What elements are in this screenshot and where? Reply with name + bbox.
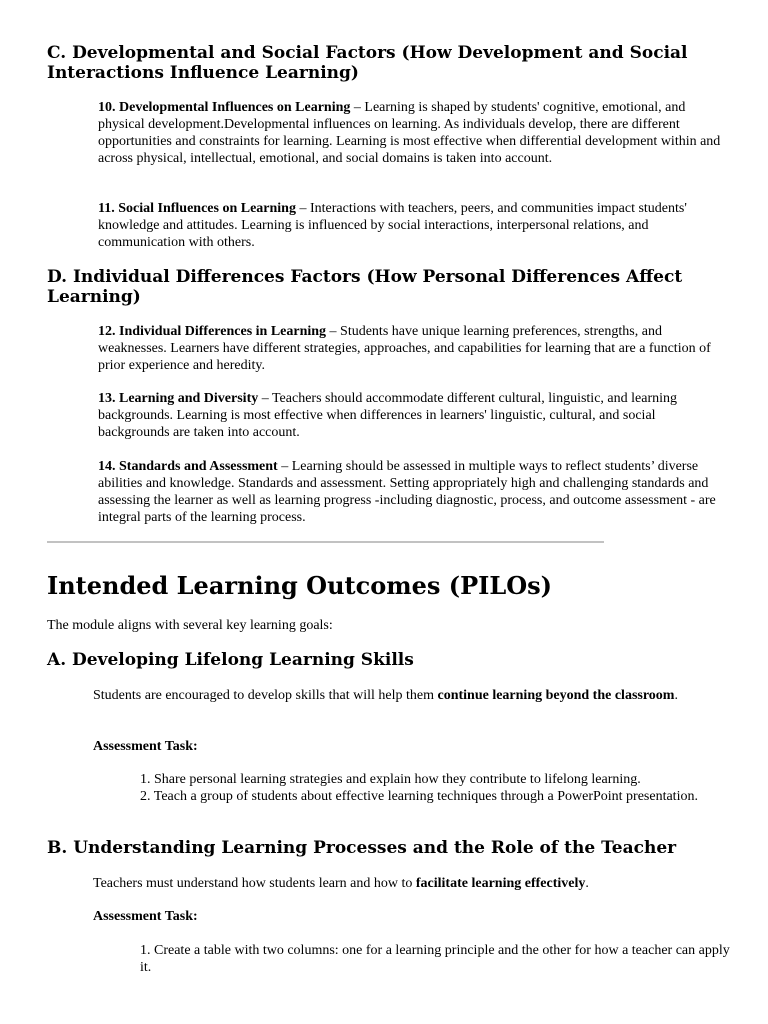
- principle-11: [98, 200, 728, 251]
- outcome-a-tasks: [140, 771, 730, 805]
- principle-12-text: – Students have unique learning preferences, strengths, and weaknesses. Learners have different strategies, approaches, and capabilities for learning that are a function of prior experience and heredity.: [98, 324, 711, 373]
- outcomes-intro: The module aligns with several key learning goals:: [47, 618, 333, 633]
- principle-12: [98, 323, 728, 374]
- horizontal-divider: [47, 541, 604, 543]
- outcome-b-description: [93, 875, 723, 892]
- principle-14-text: – Learning should be assessed in multiple ways to reflect students’ diverse abilities and knowledge. Standards and assessment. Setting appropriately high and challenging standards and assessing the learner as well as learning progress -including diagnostic, process, and outcome assessment - are integral parts of the learning process.: [98, 459, 716, 525]
- principle-13: [98, 390, 728, 441]
- outcome-a-desc-post: .: [674, 688, 678, 703]
- outcome-a-desc-bold: continue learning beyond the classroom: [437, 688, 675, 703]
- outcome-a-task-1: 1. Share personal learning strategies and explain how they contribute to lifelong learning.: [140, 772, 641, 787]
- principle-11-title: 11. Social Influences on Learning: [98, 201, 296, 216]
- outcome-b-task-1: 1. Create a table with two columns: one for a learning principle and the other for how a teacher can apply it.: [140, 943, 730, 975]
- outcome-a-task-label: [93, 738, 723, 755]
- outcome-b-heading: B. Understanding Learning Processes and the Role of the Teacher: [47, 838, 677, 858]
- principle-11-text: – Interactions with teachers, peers, and communities impact students' knowledge and attitudes. Learning is influenced by social interactions, interpersonal relations, and communication with others.: [98, 201, 687, 250]
- outcome-a-description: [93, 687, 723, 704]
- outcome-a-task-2: 2. Teach a group of students about effective learning techniques through a PowerPoint presentation.: [140, 789, 698, 804]
- outcome-a-task-label-text: Assessment Task:: [93, 739, 198, 754]
- outcome-b-task-label: [93, 908, 723, 925]
- section-d-heading: [47, 267, 682, 307]
- section-c-heading: [47, 43, 688, 83]
- principle-13-text: – Teachers should accommodate different cultural, linguistic, and learning backgrounds. Learning is most effective when differences in learners' linguistic, cultural, and social backgrounds are taken into account.: [98, 391, 677, 440]
- outcome-b-task-label-text: Assessment Task:: [93, 909, 198, 924]
- section-d-heading-line1: D. Individual Differences Factors (How Personal Differences Affect: [47, 267, 683, 287]
- outcome-a-heading: A. Developing Lifelong Learning Skills: [47, 650, 414, 670]
- principle-10: [98, 99, 728, 167]
- principle-10-title: 10. Developmental Influences on Learning: [98, 100, 351, 115]
- principle-13-title: 13. Learning and Diversity: [98, 391, 259, 406]
- section-d-heading-line2: Learning): [47, 287, 141, 307]
- outcome-b-desc-post: .: [585, 876, 589, 891]
- section-c-heading-line1: C. Developmental and Social Factors (How Development and Social: [47, 43, 688, 63]
- principle-12-title: 12. Individual Differences in Learning: [98, 324, 327, 339]
- principle-14: [98, 458, 728, 526]
- principle-14-title: 14. Standards and Assessment: [98, 459, 278, 474]
- section-c-heading-line2: Interactions Influence Learning): [47, 63, 359, 83]
- outcome-a-desc-pre: Students are encouraged to develop skills that will help them: [93, 688, 438, 703]
- principle-10-text: – Learning is shaped by students' cognitive, emotional, and physical development.Developmental influences on learning. As individuals develop, there are different opportunities and constraints for learning. Learning is most effective when differential development within and across physical, intellectual, emotional, and social domains is taken into account.: [98, 100, 721, 166]
- page-title: Intended Learning Outcomes (PILOs): [47, 571, 553, 600]
- outcome-b-desc-pre: Teachers must understand how students learn and how to: [93, 876, 416, 891]
- outcome-b-desc-bold: facilitate learning effectively: [415, 876, 586, 891]
